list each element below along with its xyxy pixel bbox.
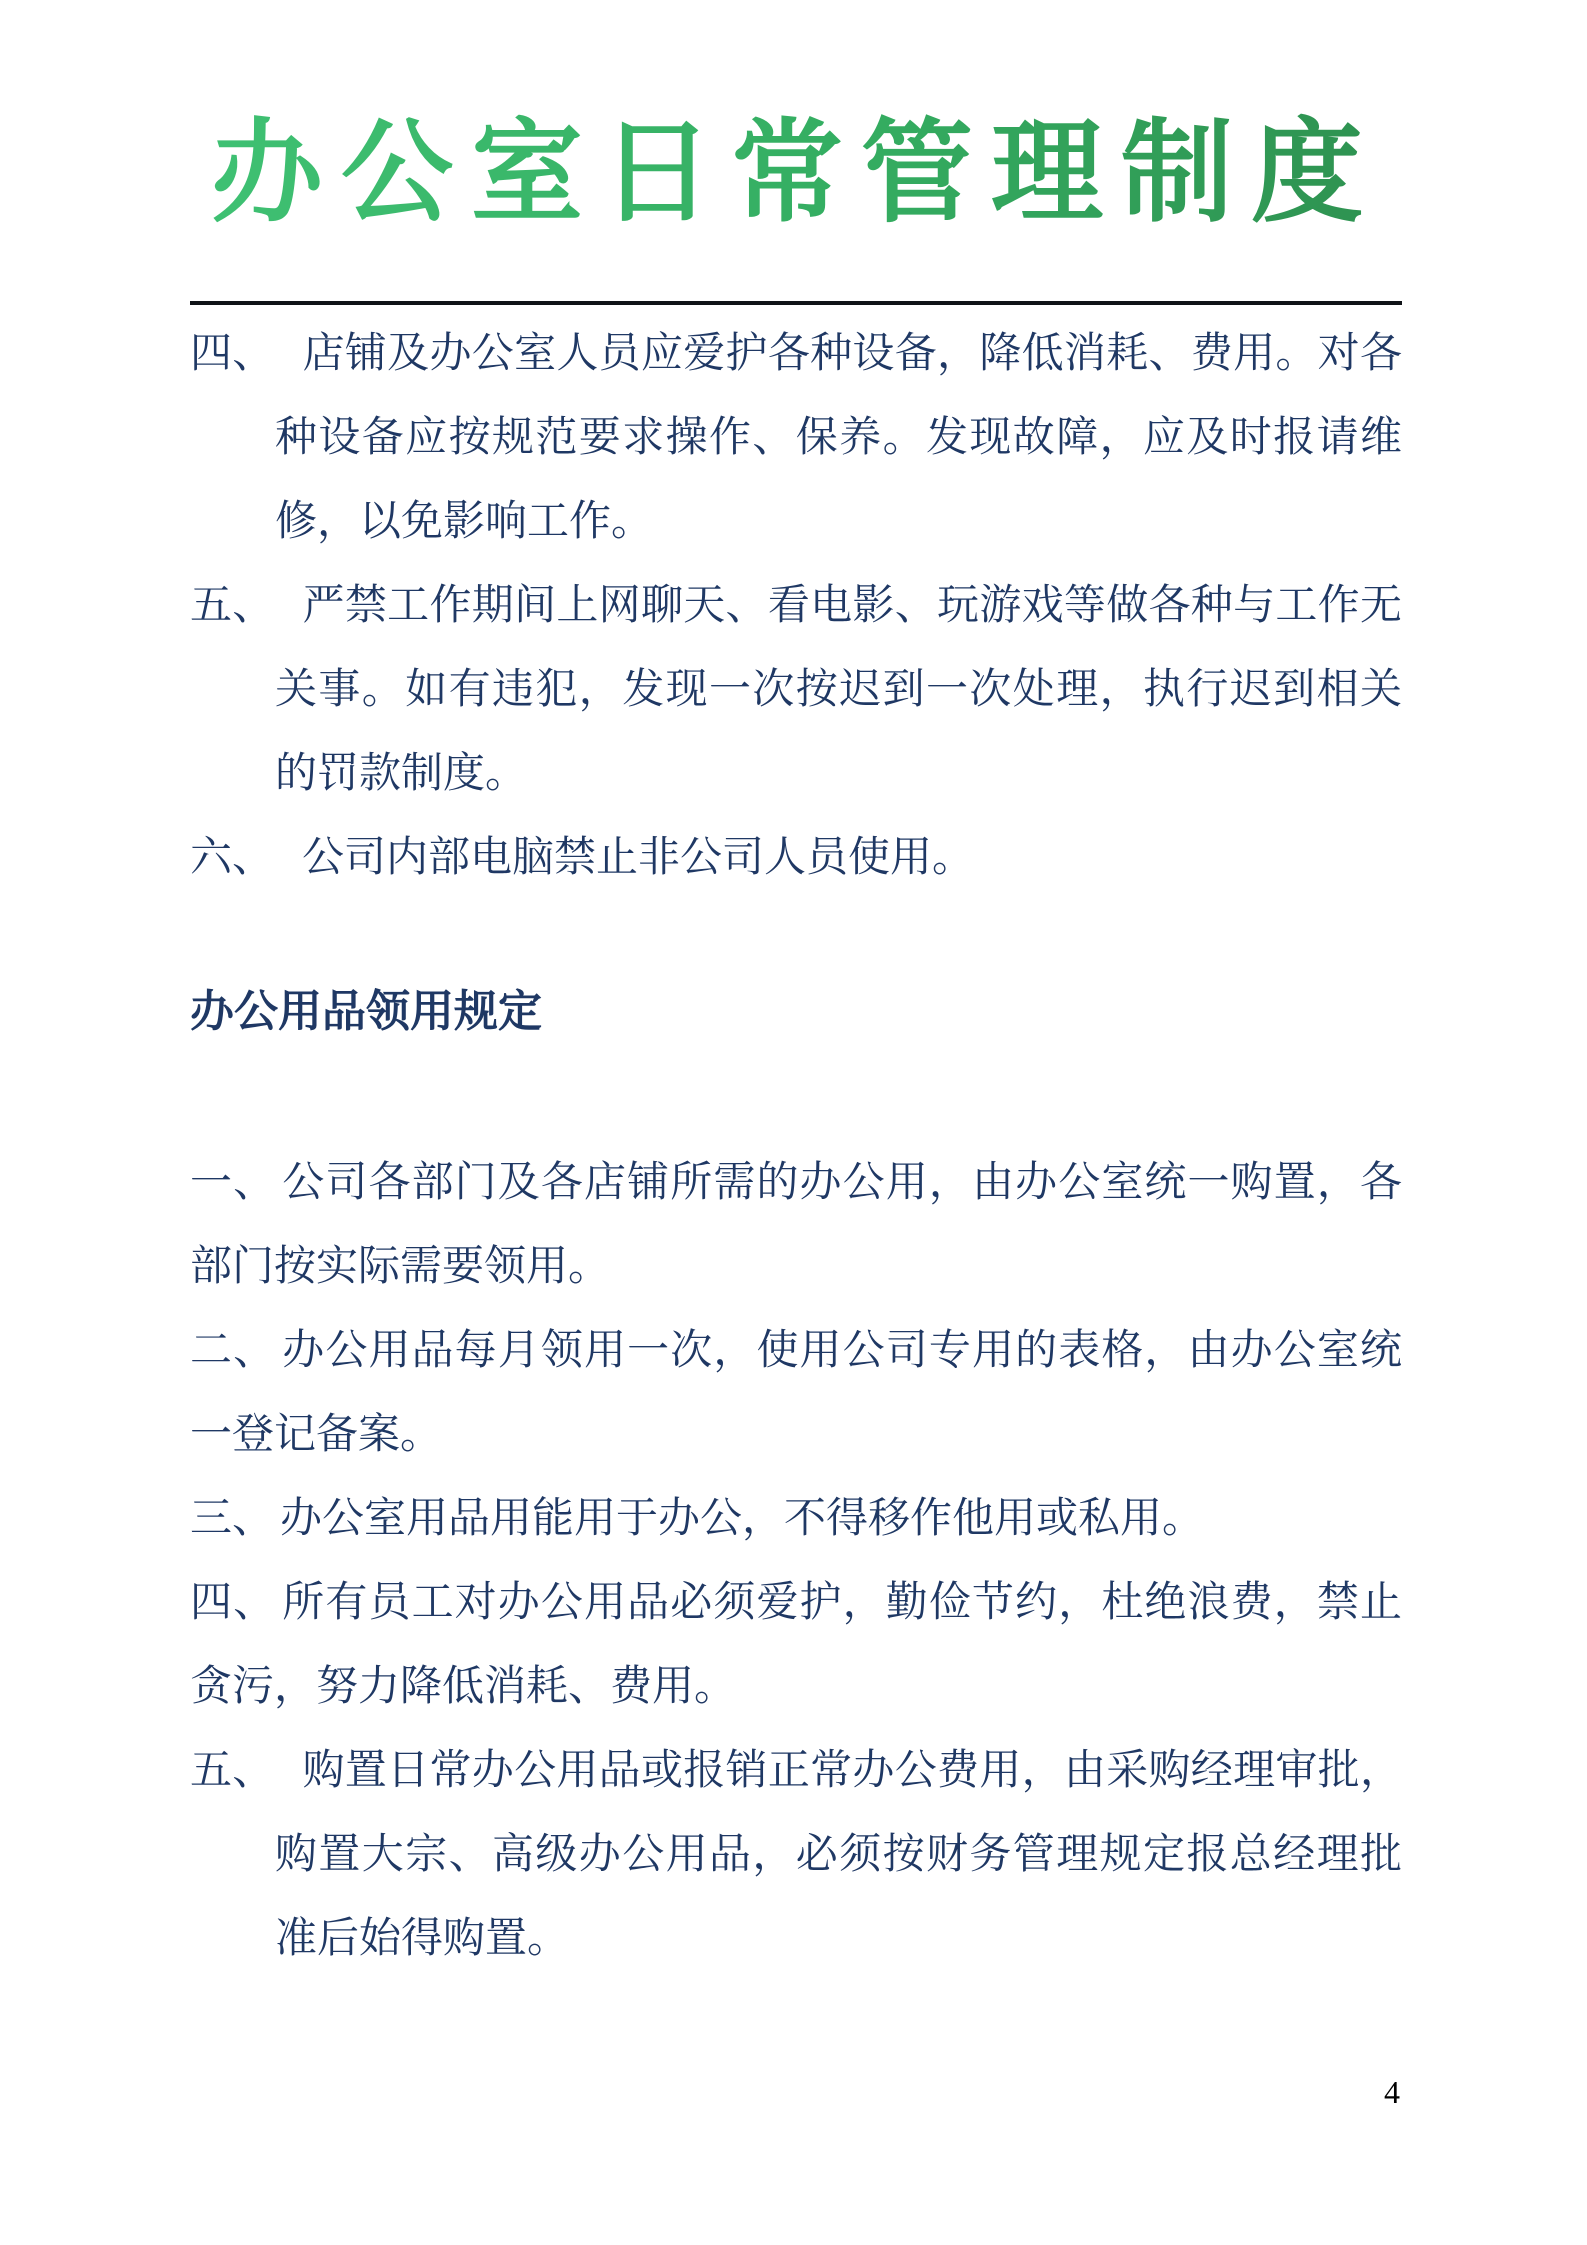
list-item-number: 五、 (190, 583, 275, 629)
list-item-number: 六、 (190, 835, 275, 881)
list-item-supply-1 (190, 1141, 1402, 1309)
list-item-text: 店铺及办公室人员应爱护各种设备，降低消耗、费用。对各种设备应按规范要求操作、保养。发现故障，应及时报请维修，以免影响工作。 (275, 331, 1402, 545)
list-item-number: 四、 (190, 331, 275, 377)
list-item-rule-5 (190, 564, 1402, 816)
list-item-text: 公司内部电脑禁止非公司人员使用。 (302, 835, 975, 881)
list-item-text: 购置日常办公用品或报销正常办公费用，由采购经理审批，购置大宗、高级办公用品，必须按财务管理规定报总经理批准后始得购置。 (275, 1748, 1402, 1962)
list-item-text: 办公用品每月领用一次，使用公司专用的表格，由办公室统一登记备案。 (190, 1328, 1402, 1458)
section-office-daily-rules (190, 312, 1402, 900)
document-title: 办公室日常管理制度 (190, 90, 1402, 255)
list-item-text: 所有员工对办公用品必须爱护，勤俭节约，杜绝浪费，禁止贪污，努力降低消耗、费用。 (190, 1580, 1402, 1710)
section-office-supplies-rules (190, 1141, 1402, 1981)
section-heading-office-supplies: 办公用品领用规定 (190, 987, 542, 1036)
list-item-number: 五、 (190, 1748, 275, 1794)
list-item-number: 一、 (190, 1160, 277, 1206)
document-body (190, 312, 1402, 1981)
list-item-rule-4 (190, 312, 1402, 564)
list-item-text: 公司各部门及各店铺所需的办公用，由办公室统一购置，各部门按实际需要领用。 (190, 1160, 1402, 1290)
document-header (190, 90, 1402, 305)
list-item-supply-5 (190, 1729, 1402, 1981)
list-item-text: 严禁工作期间上网聊天、看电影、玩游戏等做各种与工作无关事。如有违犯，发现一次按迟到一次处理，执行迟到相关的罚款制度。 (275, 583, 1402, 797)
list-item-number: 四、 (190, 1580, 277, 1626)
list-item-supply-3 (190, 1477, 1402, 1561)
page-number: 4 (1384, 2074, 1400, 2110)
list-item-number: 二、 (190, 1328, 277, 1374)
list-item-text: 办公室用品用能用于办公，不得移作他用或私用。 (280, 1496, 1205, 1542)
list-item-rule-6 (190, 816, 1402, 900)
list-item-supply-4 (190, 1561, 1402, 1729)
list-item-number: 三、 (190, 1496, 275, 1542)
list-item-supply-2 (190, 1309, 1402, 1477)
